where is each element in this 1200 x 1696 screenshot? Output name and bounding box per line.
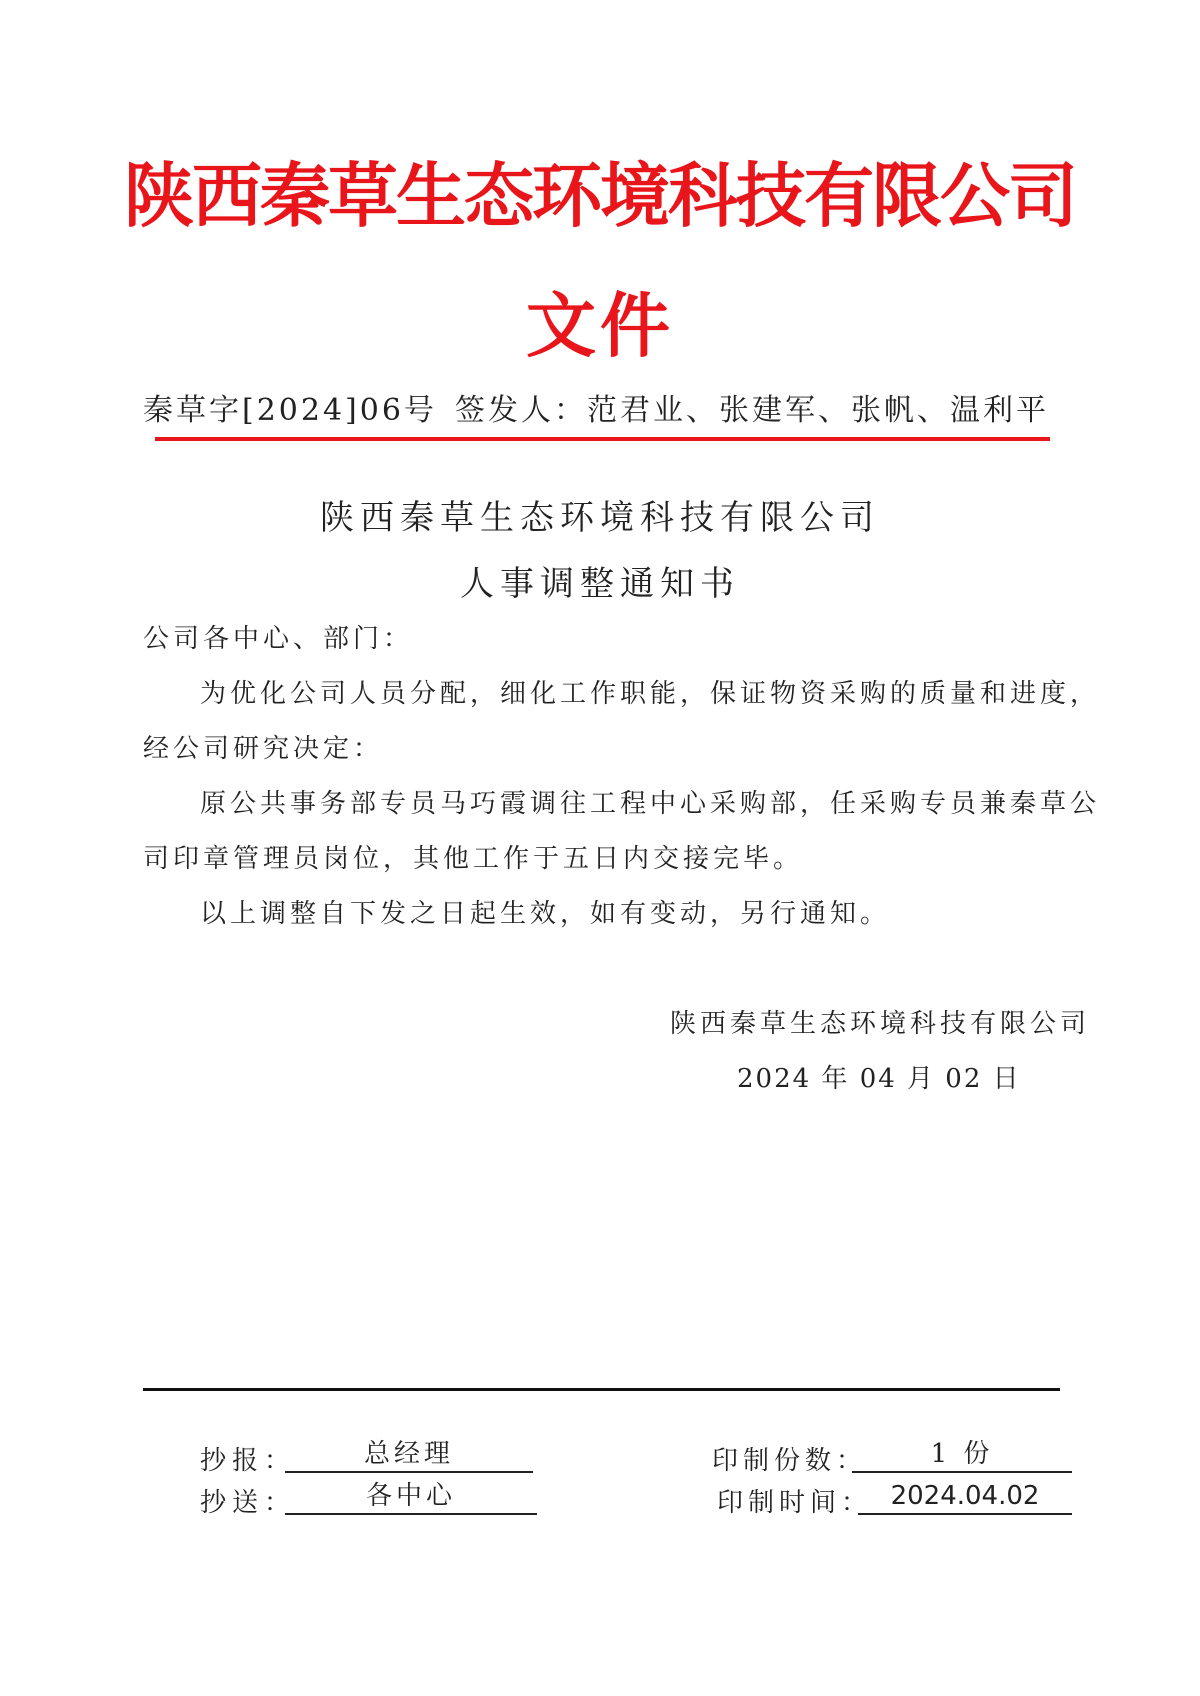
company-banner: 陕西秦草生态环境科技有限公司 <box>124 155 1076 237</box>
copies-label: 印制份数： <box>712 1446 868 1476</box>
issuer-line: 签发人：范君业、张建军、张帆、温利平 <box>455 393 1049 428</box>
signature-date: 2024 年 04 月 02 日 <box>737 1064 1021 1094</box>
paragraph-2-line-1: 原公共事务部专员马巧霞调往工程中心采购部，任采购专员兼秦草公 <box>200 789 1101 819</box>
paragraph-2-line-2: 司印章管理员岗位，其他工作于五日内交接完毕。 <box>143 844 804 874</box>
cc-send-label: 抄送： <box>200 1488 297 1518</box>
copies-value: 1 份 <box>852 1437 1072 1473</box>
print-time-label: 印制时间： <box>717 1488 873 1518</box>
notice-title: 人事调整通知书 <box>460 564 740 604</box>
notice-title-company: 陕西秦草生态环境科技有限公司 <box>320 498 880 538</box>
paragraph-1-line-1: 为优化公司人员分配，细化工作职能，保证物资采购的质量和进度， <box>200 679 1101 709</box>
document-type-title: 文件 <box>526 285 674 367</box>
print-time-value: 2024.04.02 <box>858 1479 1072 1515</box>
signature-company: 陕西秦草生态环境科技有限公司 <box>670 1009 1091 1039</box>
cc-report-value: 总经理 <box>285 1437 533 1473</box>
cc-report-label: 抄报： <box>200 1446 297 1476</box>
red-divider <box>155 437 1050 441</box>
salutation: 公司各中心、部门： <box>143 624 414 654</box>
paragraph-1-line-2: 经公司研究决定： <box>143 734 384 764</box>
cc-send-value: 各中心 <box>285 1479 537 1515</box>
footer-divider <box>143 1388 1060 1391</box>
paragraph-3: 以上调整自下发之日起生效，如有变动，另行通知。 <box>200 899 891 929</box>
document-number: 秦草字[2024]06号 <box>143 393 437 428</box>
